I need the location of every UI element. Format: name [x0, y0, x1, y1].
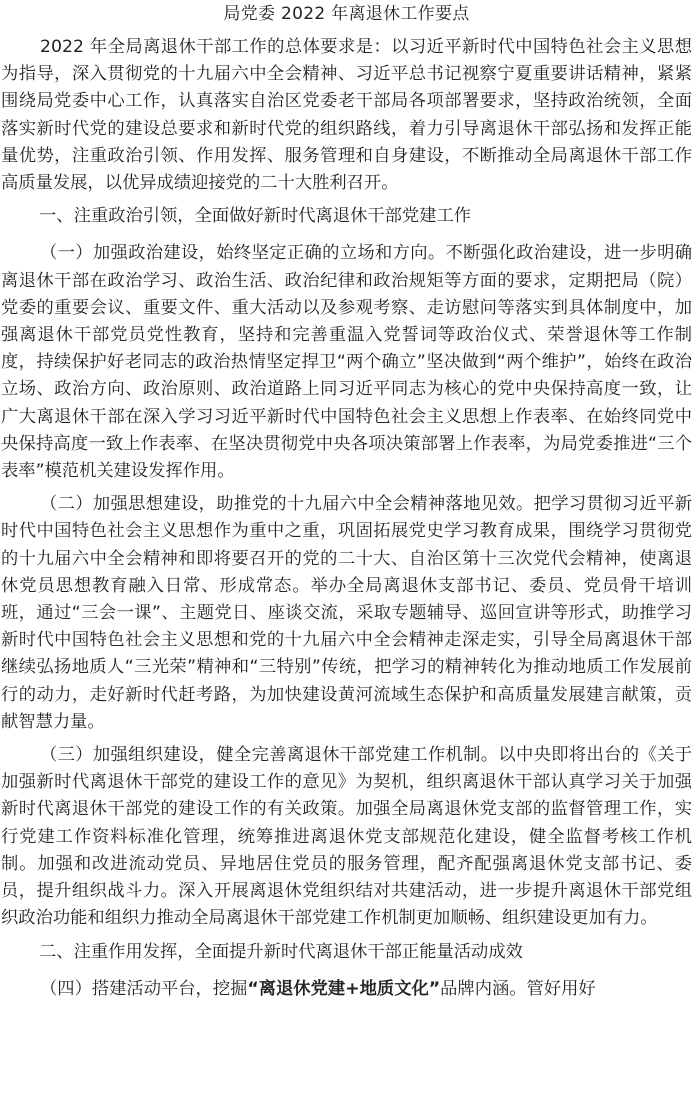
item-4-prefix: （四）搭建活动平台，挖掘: [40, 978, 248, 999]
item-2-paragraph: （二）加强思想建设，助推党的十九届六中全会精神落地见效。把学习贯彻习近平新时代中国特色社会主义思想作为重中之重，巩固拓展党史学习教育成果，围绕学习贯彻党的十九届六中全会精神和即将要召开的党的二十大、自治区第十三次党代会精神，使离退休党员思想教育融入日常、形成常态。举办全局离退休支部书记、委员、党员骨干培训班，通过“三会一课”、主题党日、座谈交流，采取专题辅导、巡回宣讲等形式，助推学习新时代中国特色社会主义思想和党的十九届六中全会精神走深走实，引导全局离退休干部继续弘扬地质人“三光荣”精神和“三特别”传统，把学习的精神转化为推动地质工作发展前行的动力，走好新时代赶考路，为加快建设黄河流域生态保护和高质量发展建言献策，贡献智慧力量。: [1, 494, 692, 732]
item-3-paragraph: （三）加强组织建设，健全完善离退休干部党建工作机制。以中央即将出台的《关于加强新时代离退休干部党的建设工作的意见》为契机，组织离退休干部认真学习关于加强新时代离退休干部党的建设工作的有关政策。加强全局离退休党支部的监督管理工作，实行党建工作资料标准化管理，统筹推进离退休党支部规范化建设，健全监督考核工作机制。加强和改进流动党员、异地居住党员的服务管理，配齐配强离退休党支部书记、委员，提升组织战斗力。深入开展离退休党组织结对共建活动，进一步提升离退休干部党组织政治功能和组织力推动全局离退休干部党建工作机制更加顺畅、组织建设更加有力。: [1, 745, 692, 929]
section-2-heading: 二、注重作用发挥，全面提升新时代离退休干部正能量活动成效: [39, 941, 523, 962]
intro-paragraph: 2022 年全局离退休干部工作的总体要求是：以习近平新时代中国特色社会主义思想为指导，深入贯彻党的十九届六中全会精神、习近平总书记视察宁夏重要讲话精神，紧紧围绕局党委中心工作，认真落实自治区党委老干部局各项部署要求，坚持政治统领，全面落实新时代党的建设总要求和新时代党的组织路线，着力引导离退休干部弘扬和发挥正能量优势，注重政治引领、作用发挥、服务管理和自身建设，不断推动全局离退休干部工作高质量发展，以优异成绩迎接党的二十大胜利召开。: [1, 37, 692, 194]
item-4-brand: “离退休党建+地质文化”: [247, 978, 441, 999]
document-title: 局党委 2022 年离退休工作要点: [223, 4, 470, 24]
item-4-paragraph: [0, 976, 693, 1003]
item-4-suffix: 品牌内涵。管好用好: [440, 978, 596, 999]
section-1-heading: 一、注重政治引领，全面做好新时代离退休干部党建工作: [39, 206, 472, 227]
item-1-paragraph: （一）加强政治建设，始终坚定正确的立场和方向。不断强化政治建设，进一步明确离退休干部在政治学习、政治生活、政治纪律和政治规矩等方面的要求，定期把局（院）党委的重要会议、重要文件、重大活动以及参观考察、走访慰问等落实到具体制度中，加强离退休干部党员党性教育，坚持和完善重温入党誓词等政治仪式、荣誉退休等工作制度，持续保护好老同志的政治热情坚定捍卫“两个确立”坚决做到“两个维护”，始终在政治立场、政治方向、政治原则、政治道路上同习近平同志为核心的党中央保持高度一致，让广大离退休干部在深入学习习近平新时代中国特色社会主义思想上作表率、在始终同党中央保持高度一致上作表率、在坚决贯彻党中央各项决策部署上作表率，为局党委推进“三个表率”模范机关建设发挥作用。: [1, 243, 692, 482]
